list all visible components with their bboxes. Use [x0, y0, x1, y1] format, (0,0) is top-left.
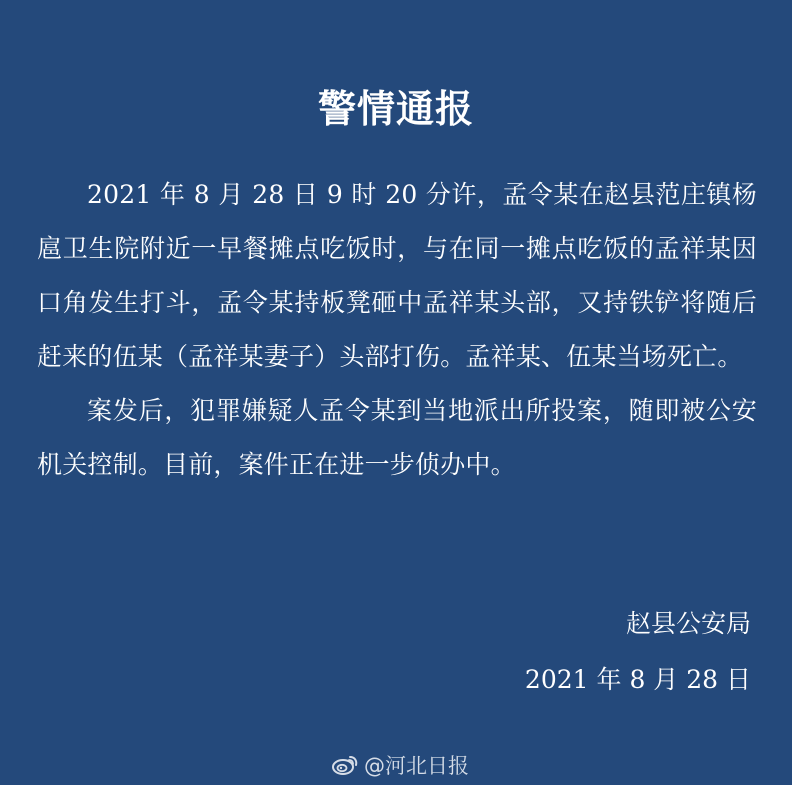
notice-body [37, 168, 757, 492]
notice-signature [451, 596, 751, 708]
notice-title: 警情通报 [317, 87, 474, 132]
notice-paragraph-2: 案发后，犯罪嫌疑人孟令某到当地派出所投案，随即被公安机关控制。目前，案件正在进一步侦办中。 [37, 396, 757, 479]
notice-paragraph-1: 2021 年 8 月 28 日 9 时 20 分许，孟令某在赵县范庄镇杨扈卫生院附近一早餐摊点吃饭时，与在同一摊点吃饭的孟祥某因口角发生打斗，孟令某持板凳砸中孟祥某头部，又持铁铲将随后赶来的伍某（孟祥某妻子）头部打伤。孟祥某、伍某当场死亡。 [37, 180, 757, 371]
issue-date: 2021 年 8 月 28 日 [524, 665, 751, 694]
watermark-text: @河北日报 [364, 754, 469, 778]
source-watermark [331, 750, 469, 780]
weibo-icon [331, 753, 359, 777]
issuer-name: 赵县公安局 [625, 609, 751, 638]
